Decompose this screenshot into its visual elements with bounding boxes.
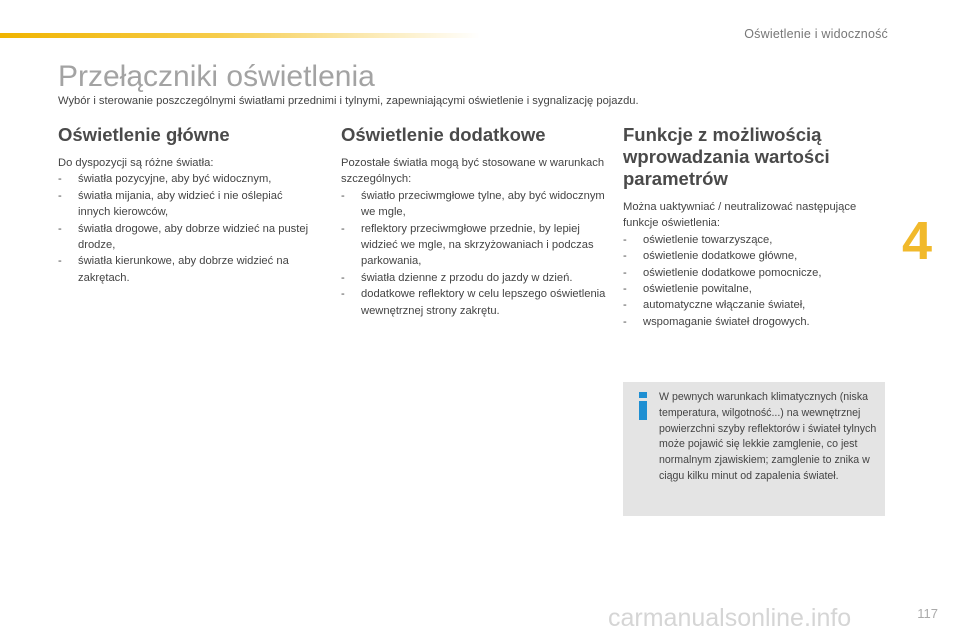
list-item: - wspomaganie świateł drogowych.	[623, 314, 888, 330]
page-title: Przełączniki oświetlenia	[58, 60, 375, 93]
list-item: - automatyczne włączanie świateł,	[623, 297, 888, 313]
info-note-text: W pewnych warunkach klimatycznych (niska temperatura, wilgotność...) na wewnętrznej powierzchni szyby reflektorów i świateł tylnych może pojawić się lekkie zamglenie, co jest normalnym zjawiskiem; zamglenie to znika w ciągu kilku minut od zapalenia świateł.	[659, 391, 877, 482]
list-item: - światło przeciwmgłowe tylne, aby być widocznym we mgle,	[341, 188, 606, 221]
column-intro: Do dyspozycji są różne światła:	[58, 157, 214, 169]
column-intro: Można uaktywniać / neutralizować następujące funkcje oświetlenia:	[623, 201, 857, 230]
column-main-lighting	[58, 124, 318, 286]
section-header: Oświetlenie i widoczność	[744, 27, 888, 41]
info-icon	[635, 392, 651, 420]
page-number: 117	[917, 606, 938, 621]
list-item: - światła mijania, aby widzieć i nie oślepiać innych kierowców,	[58, 188, 318, 221]
list-item: - oświetlenie powitalne,	[623, 281, 888, 297]
list-item: - oświetlenie dodatkowe główne,	[623, 248, 888, 264]
column-list	[623, 232, 888, 330]
column-configurable-functions	[623, 124, 888, 330]
list-item: - oświetlenie towarzyszące,	[623, 232, 888, 248]
header-accent-bar	[0, 33, 480, 38]
list-item: - światła dzienne z przodu do jazdy w dzień.	[341, 270, 606, 286]
watermark: carmanualsonline.info	[608, 604, 852, 632]
chapter-number: 4	[902, 211, 933, 271]
page-subtitle: Wybór i sterowanie poszczególnymi światłami przednimi i tylnymi, zapewniającymi oświetlenie i sygnalizację pojazdu.	[58, 95, 639, 107]
list-item: - dodatkowe reflektory w celu lepszego oświetlenia wewnętrznej strony zakrętu.	[341, 286, 606, 319]
column-heading: Oświetlenie dodatkowe	[341, 124, 546, 145]
column-heading: Funkcje z możliwością wprowadzania wartości parametrów	[623, 124, 830, 189]
column-list	[58, 171, 318, 286]
column-intro: Pozostałe światła mogą być stosowane w warunkach szczególnych:	[341, 157, 605, 186]
list-item: - światła kierunkowe, aby dobrze widzieć na zakrętach.	[58, 253, 318, 286]
column-list	[341, 188, 606, 319]
column-heading: Oświetlenie główne	[58, 124, 230, 145]
list-item: - reflektory przeciwmgłowe przednie, by lepiej widzieć we mgle, na skrzyżowaniach i podczas parkowania,	[341, 221, 606, 270]
list-item: - światła drogowe, aby dobrze widzieć na pustej drodze,	[58, 221, 318, 254]
list-item: - oświetlenie dodatkowe pomocnicze,	[623, 265, 888, 281]
column-additional-lighting	[341, 124, 606, 319]
list-item: - światła pozycyjne, aby być widocznym,	[58, 171, 318, 187]
info-note-box	[623, 382, 885, 516]
